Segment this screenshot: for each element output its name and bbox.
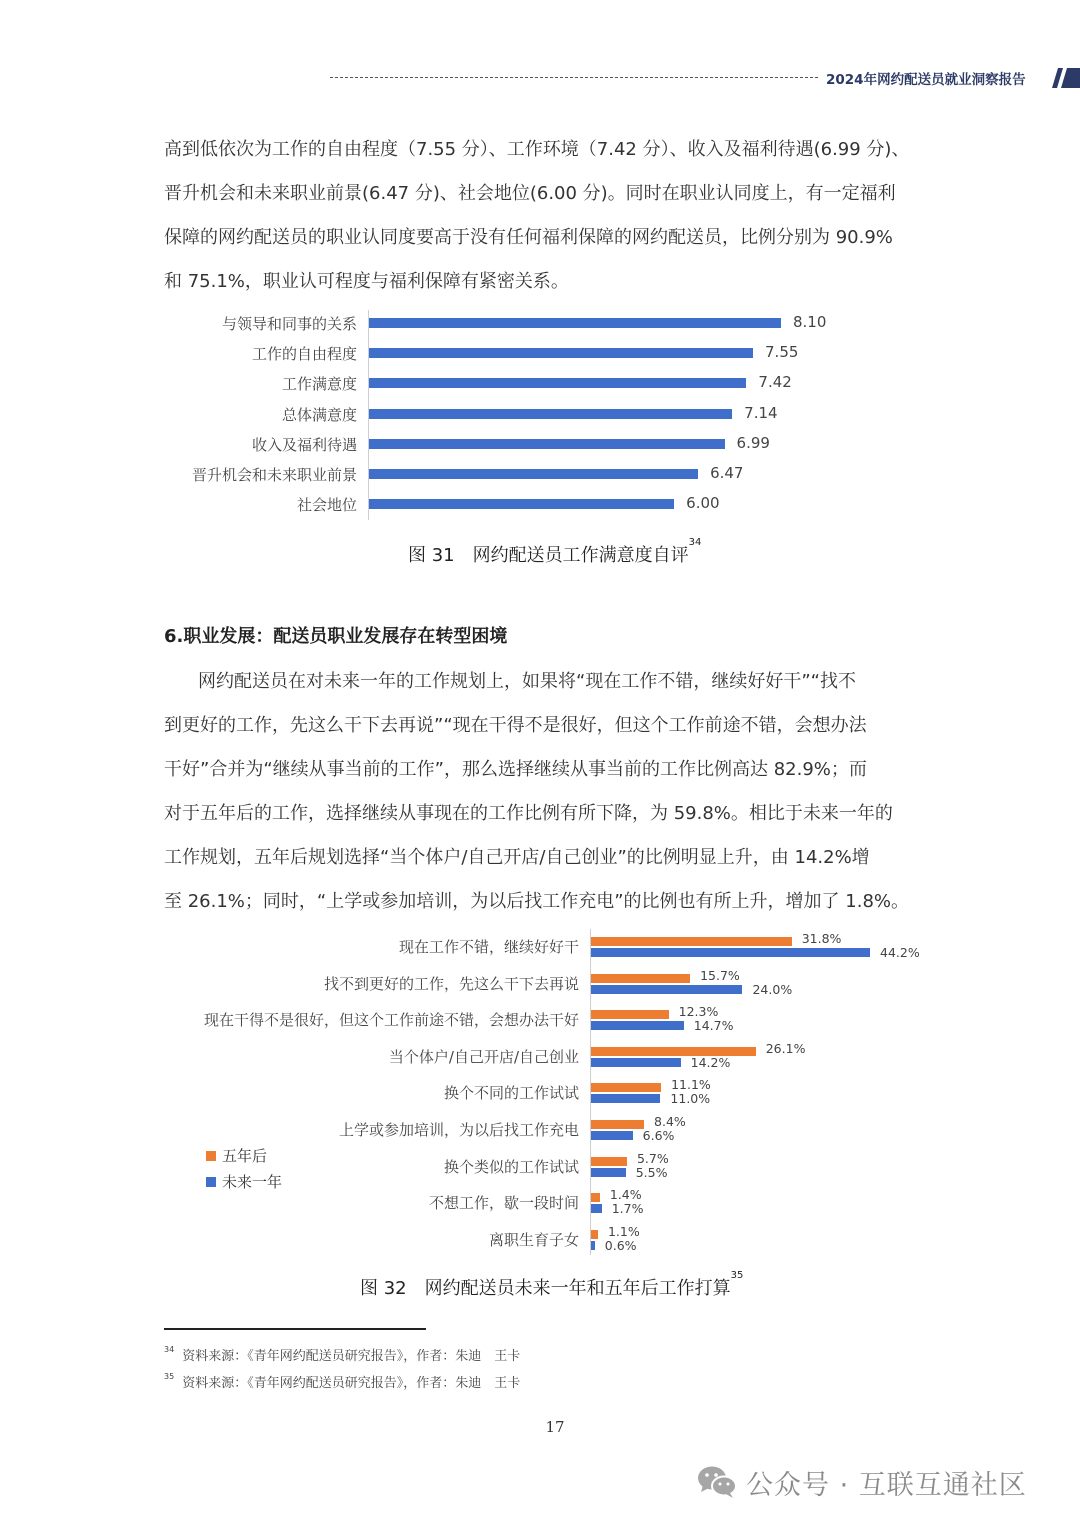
figure32-caption-text: 图 32 网约配送员未来一年和五年后工作打算 [360, 1278, 731, 1299]
chart1-category-label: 收入及福利待遇 [251, 435, 357, 454]
chart2-value-five-years: 12.3% [678, 1004, 719, 1020]
chart2-bar-next-year [591, 1204, 602, 1213]
chart1-category-label: 社会地位 [296, 496, 357, 515]
chart2-category-label: 找不到更好的工作，先这么干下去再说 [323, 974, 579, 993]
chart2-bar-five-years [591, 974, 690, 983]
chart2-value-next-year: 5.5% [635, 1164, 668, 1180]
chart2-value-next-year: 14.7% [693, 1018, 734, 1034]
chart1-value-label: 7.14 [744, 403, 778, 422]
text-line: 高到低依次为工作的自由程度（7.55 分）、工作环境（7.42 分）、收入及福利待遇(6.99 分)、 [164, 139, 910, 160]
text-line: 晋升机会和未来职业前景(6.47 分)、社会地位(6.00 分)。同时在职业认同度上，有一定福利 [164, 183, 896, 204]
chart2-bar-next-year [591, 985, 742, 994]
chart2-bar-five-years [591, 1193, 600, 1202]
footnote-text: 资料来源：《青年网约配送员研究报告》，作者：朱迪 王卡 [182, 1376, 521, 1391]
figure32-footnote-ref: 35 [730, 1270, 744, 1281]
chart2-bar-five-years [591, 1047, 756, 1056]
footnote-number: 35 [164, 1372, 175, 1381]
text-line: 至 26.1%；同时，“上学或参加培训，为以后找工作充电”的比例也有所上升，增加了 1.8%。 [164, 891, 910, 912]
text-line: 保障的网约配送员的职业认同度要高于没有任何福利保障的网约配送员，比例分别为 90.9% [164, 227, 893, 248]
chart2-category-label: 换个类似的工作试试 [443, 1157, 579, 1176]
chart2-bar-five-years [591, 1083, 661, 1092]
footnote-35 [164, 1372, 520, 1391]
chart2-category-label: 不想工作，歇一段时间 [428, 1194, 579, 1213]
page-number: 17 [545, 1418, 565, 1436]
wechat-icon [696, 1463, 738, 1499]
chart2-value-five-years: 1.4% [609, 1187, 642, 1203]
chart2-value-five-years: 26.1% [765, 1040, 806, 1056]
chart2-value-next-year: 11.0% [670, 1091, 711, 1107]
legend-label-next-year: 未来一年 [222, 1173, 283, 1191]
section6-paragraph [164, 660, 924, 924]
chart1-value-label: 7.42 [758, 373, 792, 392]
text-line: 网约配送员在对未来一年的工作规划上，如果将“现在工作不错，继续好好干”“找不 [198, 671, 856, 692]
chart2-category-label: 换个不同的工作试试 [443, 1084, 579, 1103]
chart1-bar [369, 469, 698, 479]
watermark-text: 公众号 · 互联互通社区 [746, 1470, 1027, 1501]
footnote-text: 资料来源：《青年网约配送员研究报告》，作者：朱迪 王卡 [182, 1349, 521, 1364]
chart1-bar [369, 499, 674, 509]
chart2-bar-next-year [591, 1058, 681, 1067]
header-slash-icon [1052, 68, 1080, 88]
chart2-value-five-years: 5.7% [636, 1150, 669, 1166]
chart1-value-label: 8.10 [793, 313, 827, 331]
chart1-bar [369, 348, 753, 358]
chart2-bar-next-year [591, 1241, 595, 1250]
chart2-category-label: 当个体户/自己开店/自己创业 [388, 1047, 579, 1066]
chart2-bar-next-year [591, 1131, 633, 1140]
chart1-category-label: 工作满意度 [281, 375, 357, 394]
chart2-bar-next-year [591, 1094, 660, 1103]
chart2-bar-five-years [591, 937, 792, 946]
chart2-value-five-years: 1.1% [607, 1223, 640, 1239]
chart2-category-label: 现在工作不错，继续好好干 [398, 938, 579, 956]
chart1-bar [369, 439, 725, 449]
chart1-bar [369, 409, 732, 419]
text-line: 干好”合并为“继续从事当前的工作”，那么选择继续从事当前的工作比例高达 82.9%；而 [164, 759, 867, 780]
chart1-category-label: 总体满意度 [281, 405, 357, 424]
chart2-value-next-year: 0.6% [604, 1237, 637, 1253]
legend-label-five-years: 五年后 [222, 1147, 268, 1165]
chart1-value-label: 6.99 [736, 433, 770, 452]
footnote-rule [164, 1328, 426, 1330]
chart2-value-five-years: 8.4% [654, 1114, 686, 1129]
legend-swatch-next-year [206, 1177, 216, 1187]
figure31-caption-text: 图 31 网约配送员工作满意度自评 [408, 545, 689, 566]
footnote-number: 34 [164, 1345, 175, 1354]
chart2-category-label: 离职生育子女 [488, 1230, 579, 1249]
chart2-value-next-year: 24.0% [752, 981, 793, 997]
chart2-bar-five-years [591, 1230, 598, 1239]
chart2-value-next-year: 14.2% [690, 1054, 731, 1070]
chart2-value-next-year: 44.2% [880, 945, 920, 960]
chart1-value-label: 6.00 [686, 494, 720, 513]
chart1-category-label: 工作的自由程度 [251, 345, 357, 364]
report-title: 2024年网约配送员就业洞察报告 [826, 72, 1026, 88]
chart1-bar [369, 318, 781, 328]
chart2-bar-five-years [591, 1010, 669, 1019]
chart2-value-five-years: 15.7% [700, 967, 740, 983]
chart2-bar-five-years [591, 1120, 644, 1129]
chart1-value-label: 7.55 [765, 343, 799, 362]
chart2-value-five-years: 11.1% [671, 1077, 711, 1093]
chart2-value-next-year: 6.6% [642, 1128, 675, 1143]
text-line: 工作规划，五年后规划选择“当个体户/自己开店/自己创业”的比例明显上升，由 14.2%增 [164, 847, 870, 868]
figure31-caption [408, 537, 702, 567]
text-line: 和 75.1%，职业认可程度与福利保障有紧密关系。 [164, 271, 569, 292]
header-rule [330, 77, 818, 78]
chart1-category-label: 晋升机会和未来职业前景 [191, 466, 357, 484]
intro-paragraph [164, 128, 924, 304]
chart1-bar [369, 378, 746, 388]
chart2-value-five-years: 31.8% [801, 931, 842, 946]
chart1-value-label: 6.47 [710, 464, 744, 482]
text-line: 对于五年后的工作，选择继续从事现在的工作比例有所下降，为 59.8%。相比于未来一年的 [164, 803, 893, 824]
figure31-footnote-ref: 34 [688, 537, 702, 548]
chart2-bar-next-year [591, 1021, 684, 1030]
chart2-bar-five-years [591, 1157, 627, 1166]
chart2-value-next-year: 1.7% [611, 1201, 644, 1217]
chart2-category-label: 现在干得不是很好，但这个工作前途不错，会想办法干好 [203, 1011, 579, 1030]
text-line: 到更好的工作，先这么干下去再说”“现在干得不是很好，但这个工作前途不错，会想办法 [164, 715, 867, 736]
chart2-bar-next-year [591, 1168, 626, 1177]
footnote-34 [164, 1345, 520, 1364]
figure32-caption [360, 1270, 744, 1300]
chart1-category-label: 与领导和同事的关系 [221, 315, 357, 333]
section-title: 6.职业发展：配送员职业发展存在转型困境 [164, 626, 508, 647]
chart2-bar-next-year [591, 948, 870, 957]
chart2-category-label: 上学或参加培训，为以后找工作充电 [338, 1121, 579, 1139]
